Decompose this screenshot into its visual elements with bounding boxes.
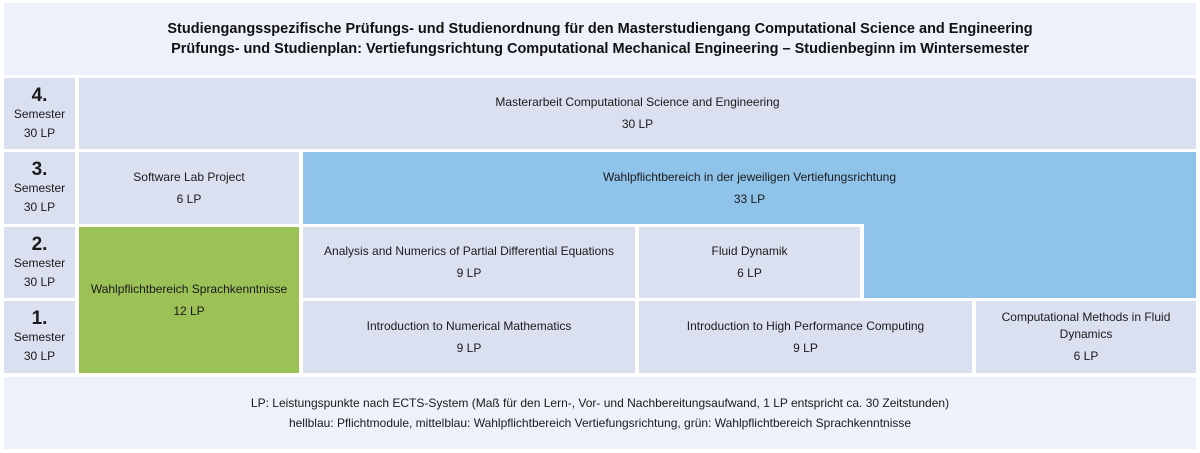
footer-lp-note: LP: Leistungspunkte nach ECTS-System (Maß für den Lern-, Vor- und Nachbereitungsaufwand, 1 LP entspricht ca. 30 Zeitstunden) [250,396,950,410]
module-lp: 9 LP [793,340,818,355]
module-wahlpflicht-vertiefung-extension [864,224,1196,298]
module-lp: 6 LP [1073,349,1099,363]
semester-number: 3. [31,159,48,180]
module-hpc [639,301,972,373]
semester-lp: 30 LP [23,125,56,140]
module-name: Introduction to Numerical Mathematics [366,318,572,333]
semester-word: Semester [13,255,66,270]
module-masterarbeit [79,78,1196,149]
module-name: Wahlpflichtbereich Sprachkenntnisse [90,281,288,296]
footer-color-legend: hellblau: Pflichtmodule, mittelblau: Wahlpflichtbereich Vertiefungsrichtung, grün: Wahlpflichtbereich Sprachkenntnisse [288,416,912,430]
semester-lp: 30 LP [23,349,56,363]
module-lp: 9 LP [456,266,482,280]
module-lp: 6 LP [737,266,762,280]
semester-3-label [4,152,75,224]
semester-number: 2. [31,233,48,255]
module-fluid-dynamik [639,227,860,298]
semester-number: 1. [31,308,48,329]
semester-number: 4. [31,84,48,106]
header-title-line1: Studiengangsspezifische Prüfungs- und Studienordnung für den Masterstudiengang Computational Science and Engineering [167,21,1033,37]
module-numerical-mathematics [303,301,635,373]
module-name: Analysis and Numerics of Partial Differential Equations [324,244,614,258]
semester-1-label [4,301,75,373]
module-name: Introduction to High Performance Computing [686,318,925,333]
plan-header [4,3,1196,75]
module-cmfd [976,301,1196,373]
semester-lp: 30 LP [23,200,56,214]
semester-word: Semester [13,181,66,195]
semester-lp: 30 LP [23,274,56,289]
module-name: Computational Methods in Fluid Dynamics [1001,310,1171,341]
module-wahlpflicht-vertiefung [303,152,1196,224]
module-name: Masterarbeit Computational Science and Engineering [495,95,780,109]
module-pde [303,227,635,298]
module-name: Fluid Dynamik [711,244,788,258]
module-software-lab [79,152,299,224]
module-lp: 30 LP [621,117,654,131]
plan-footer-legend [4,377,1196,449]
semester-word: Semester [13,330,66,344]
header-title-line2: Prüfungs- und Studienplan: Vertiefungsrichtung Computational Mechanical Engineering – Studienbeginn im Wintersemester [171,41,1029,57]
semester-word: Semester [13,106,66,121]
module-lp: 6 LP [176,191,202,206]
module-lp: 33 LP [733,191,766,206]
module-lp: 12 LP [173,303,205,318]
semester-2-label [4,227,75,298]
module-name: Software Lab Project [133,169,245,184]
module-lp: 9 LP [456,340,482,355]
semester-4-label [4,78,75,149]
module-sprachkenntnisse [79,227,299,373]
module-name: Wahlpflichtbereich in der jeweiligen Vertiefungsrichtung [602,169,897,184]
